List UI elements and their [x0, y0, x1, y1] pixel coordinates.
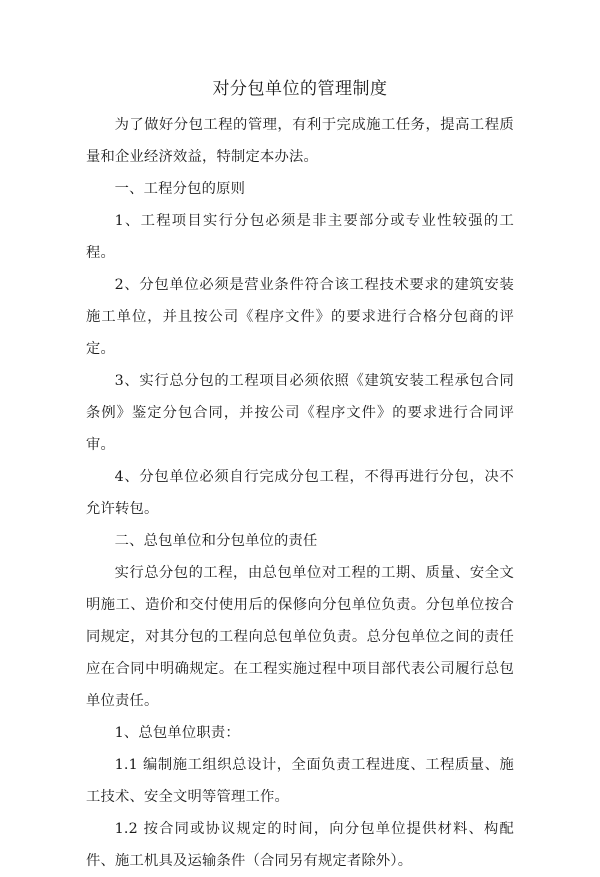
- paragraph-2-1-2: 1.2 按合同或协议规定的时间，向分包单位提供材料、构配件、施工机具及运输条件（合同另有规定者除外）。: [86, 821, 514, 869]
- paragraph-2-intro: 实行总分包的工程，由总包单位对工程的工期、质量、安全文明施工、造价和交付使用后的保修向分包单位负责。分包单位按合同规定，对其分包的工程向总包单位负责。总分包单位之间的责任应在合同中明确规定。在工程实施过程中项目部代表公司履行总包单位责任。: [86, 565, 514, 709]
- subsection-heading-2-1: 1、总包单位职责：: [114, 725, 240, 741]
- document-body: [86, 109, 514, 877]
- paragraph-2-1-1: 1.1 编制施工组织总设计，全面负责工程进度、工程质量、施工技术、安全文明等管理工作。: [86, 757, 514, 805]
- paragraph-1-4: 4、分包单位必须自行完成分包工程，不得再进行分包，决不允许转包。: [86, 469, 514, 517]
- paragraph-intro: 为了做好分包工程的管理，有利于完成施工任务，提高工程质量和企业经济效益，特制定本办法。: [86, 117, 514, 165]
- section-heading-1: 一、工程分包的原则: [114, 181, 246, 197]
- paragraph-1-2: 2、分包单位必须是营业条件符合该工程技术要求的建筑安装施工单位，并且按公司《程序文件》的要求进行合格分包商的评定。: [86, 277, 514, 357]
- section-heading-2: 二、总包单位和分包单位的责任: [114, 533, 318, 549]
- document-title: 对分包单位的管理制度: [212, 79, 388, 99]
- paragraph-1-3: 3、实行总分包的工程项目必须依照《建筑安装工程承包合同条例》鉴定分包合同，并按公司《程序文件》的要求进行合同评审。: [86, 373, 514, 453]
- paragraph-1-1: 1、工程项目实行分包必须是非主要部分或专业性较强的工程。: [86, 213, 514, 261]
